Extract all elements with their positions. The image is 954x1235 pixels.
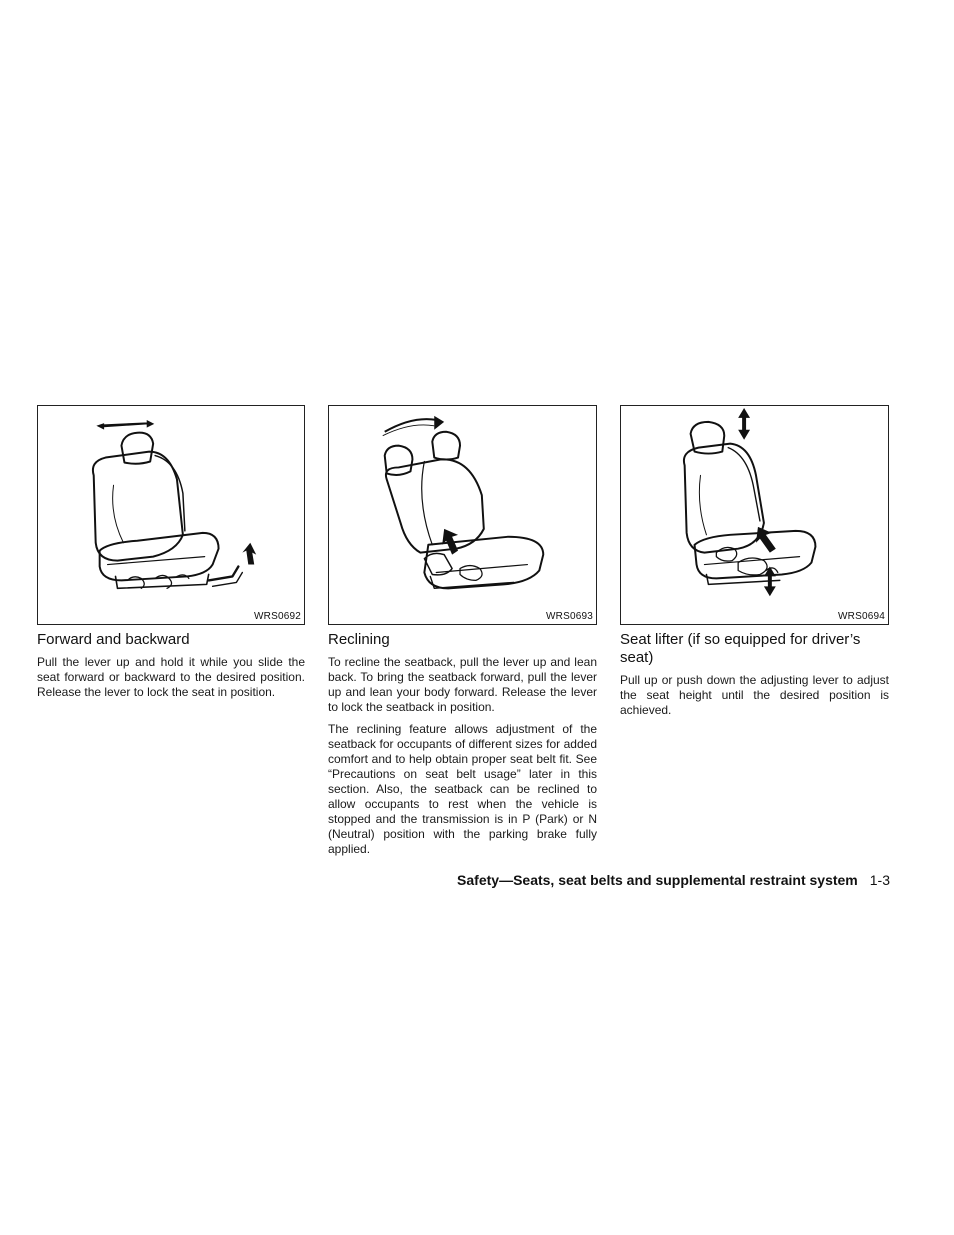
seat-lifter-illustration	[620, 405, 889, 625]
paragraph: The reclining feature allows adjustment of the seatback for occupants of different sizes for added comfort and to help obtain proper seat belt fit. See “Precautions on seat belt usage” later in this section. Also, the seatback can be reclined to allow occupants to rest when the vehicle is stopped and the transmission is in P (Park) or N (Neutral) position with the parking brake fully applied.	[328, 722, 597, 856]
seat-slide-illustration	[37, 405, 305, 625]
section-heading: Seat lifter (if so equipped for driver’s seat)	[620, 631, 861, 666]
section-reclining	[328, 405, 597, 864]
seat-recline-drawing	[329, 406, 596, 624]
paragraph: To recline the seatback, pull the lever up and lean back. To bring the seatback forward, pull the lever up and lean your body forward. Release the lever to lock the seatback in position.	[328, 655, 597, 714]
seat-lifter-drawing	[621, 406, 888, 624]
section-heading: Reclining	[328, 631, 390, 648]
seat-slide-drawing	[38, 406, 304, 624]
seat-recline-illustration	[328, 405, 597, 625]
paragraph: Pull up or push down the adjusting lever to adjust the seat height until the desired position is achieved.	[620, 673, 889, 717]
figure-code: WRS0692	[254, 611, 301, 622]
section-seat-lifter	[620, 405, 889, 725]
section-forward-backward	[37, 405, 305, 707]
paragraph: Pull the lever up and hold it while you slide the seat forward or backward to the desired position. Release the lever to lock the seat in position.	[37, 655, 305, 699]
figure-code: WRS0694	[838, 611, 885, 622]
page-number: 1-3	[869, 872, 890, 888]
page-footer	[330, 872, 890, 888]
footer-title: Safety—Seats, seat belts and supplemental restraint system	[457, 872, 858, 888]
figure-code: WRS0693	[546, 611, 593, 622]
section-heading: Forward and backward	[37, 631, 190, 648]
